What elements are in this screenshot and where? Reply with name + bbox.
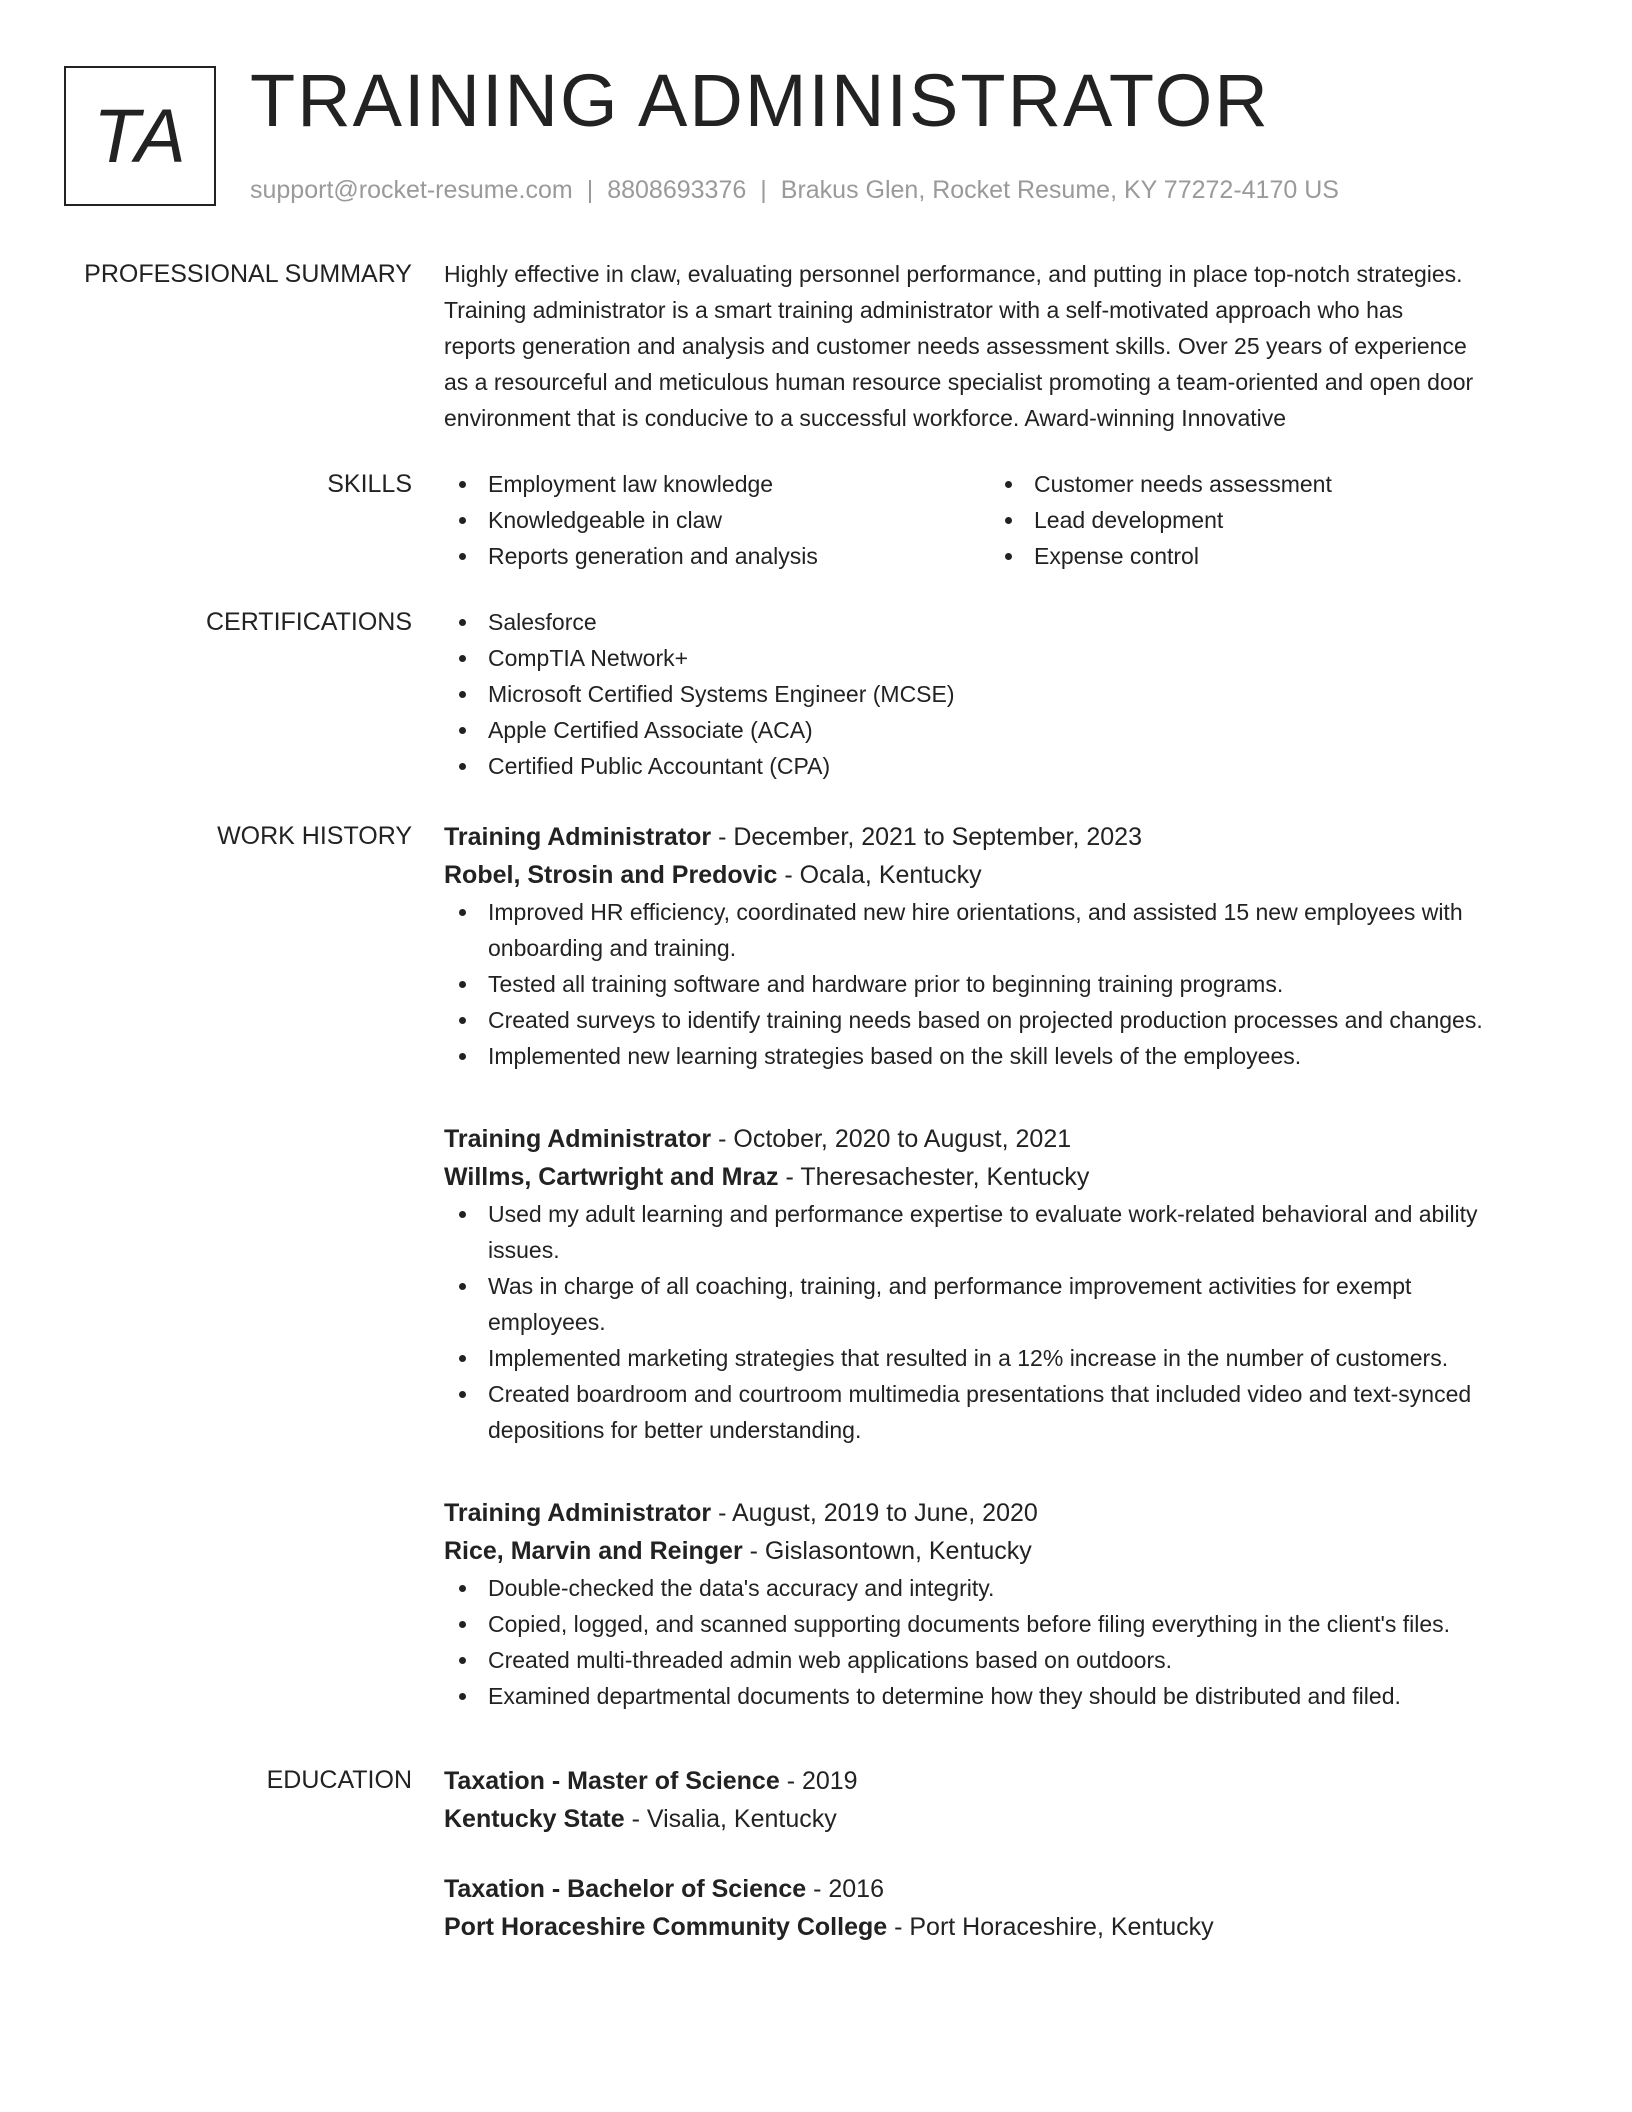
job-company-line [444, 856, 1556, 894]
job-company: Willms, Cartwright and Mraz [444, 1163, 779, 1191]
graduation-year: 2019 [801, 1767, 858, 1795]
dash: - [779, 1767, 802, 1795]
summary-line: Highly effective in claw, evaluating personnel performance, and putting in place top-notch strategies. [444, 261, 1463, 287]
job-duty-text: Used my adult learning and performance expertise to evaluate work-related behavioral and ability [488, 1201, 1478, 1227]
job-dates: December, 2021 to September, 2023 [733, 823, 1142, 851]
job-company-line [444, 1532, 1556, 1570]
section-label: CERTIFICATIONS [205, 608, 412, 636]
education-entry [444, 1870, 1556, 1946]
job-entry [444, 1120, 1556, 1448]
dash: - [711, 1125, 734, 1153]
certifications-list [444, 604, 1556, 784]
contact-line [250, 173, 1339, 207]
job-duty [444, 1268, 1556, 1340]
job-duty-text: Improved HR efficiency, coordinated new hire orientations, and assisted 15 new employees with [488, 899, 1463, 925]
degree-line [444, 1762, 1556, 1800]
dash: - [778, 1163, 801, 1191]
dash: - [806, 1875, 829, 1903]
job-company-line [444, 1158, 1556, 1196]
skill-item: Employment law knowledge [444, 466, 990, 502]
summary-line: reports generation and analysis and customer needs assessment skills. Over 25 years of experience [444, 333, 1467, 359]
degree-line [444, 1870, 1556, 1908]
job-dates: October, 2020 to August, 2021 [733, 1125, 1072, 1153]
dash: - [711, 1499, 732, 1527]
job-location: Gislasontown, Kentucky [764, 1537, 1032, 1565]
job-title: Training Administrator [444, 823, 712, 851]
job-entry [444, 818, 1556, 1074]
certification-item: Salesforce [444, 604, 1556, 640]
dash: - [742, 1537, 765, 1565]
contact-phone: 8808693376 [607, 176, 747, 204]
job-duty: Tested all training software and hardware prior to beginning training programs. [444, 966, 1556, 1002]
job-duty: Double-checked the data's accuracy and integrity. [444, 1570, 1556, 1606]
degree: Taxation - Master of Science [444, 1767, 780, 1795]
job-duty-text: Was in charge of all coaching, training, and performance improvement activities for exempt [488, 1273, 1412, 1299]
job-duty-text: employees. [488, 1309, 606, 1335]
resume-title: TRAINING ADMINISTRATOR [250, 59, 1270, 142]
job-duty: Created surveys to identify training needs based on projected production processes and changes. [444, 1002, 1556, 1038]
job-title: Training Administrator [444, 1499, 712, 1527]
job-company: Robel, Strosin and Predovic [444, 861, 778, 889]
skills-column-right [990, 466, 1536, 574]
job-duty [444, 1196, 1556, 1268]
school-line [444, 1800, 1556, 1838]
contact-separator: | [586, 176, 594, 204]
job-duty [444, 1376, 1556, 1448]
summary-line: Training administrator is a smart training administrator with a self-motivated approach who has [444, 297, 1404, 323]
skill-item: Knowledgeable in claw [444, 502, 990, 538]
summary-line: as a resourceful and meticulous human resource specialist promoting a team-oriented and open door [444, 369, 1474, 395]
job-title-line [444, 1494, 1556, 1532]
school: Port Horaceshire Community College [444, 1913, 888, 1941]
job-duty: Implemented marketing strategies that resulted in a 12% increase in the number of customers. [444, 1340, 1556, 1376]
contact-address: Brakus Glen, Rocket Resume, KY 77272-4170 US [780, 176, 1339, 204]
monogram-initials: TA [93, 93, 187, 179]
skills-column-left [444, 466, 990, 574]
school-location: Port Horaceshire, Kentucky [909, 1913, 1214, 1941]
job-duty: Created multi-threaded admin web applications based on outdoors. [444, 1642, 1556, 1678]
job-duty-text: issues. [488, 1237, 560, 1263]
certification-item: Certified Public Accountant (CPA) [444, 748, 1556, 784]
contact-email: support@rocket-resume.com [250, 176, 573, 204]
job-duty-text: onboarding and training. [488, 935, 737, 961]
degree: Taxation - Bachelor of Science [444, 1875, 807, 1903]
section-label: PROFESSIONAL SUMMARY [84, 260, 412, 288]
job-duty-text: Created boardroom and courtroom multimedia presentations that included video and text-synced [488, 1381, 1472, 1407]
summary-text [444, 256, 1556, 436]
school-line [444, 1908, 1556, 1946]
education-entry [444, 1762, 1556, 1838]
skill-item: Expense control [990, 538, 1536, 574]
dash: - [777, 861, 800, 889]
dash: - [887, 1913, 910, 1941]
job-duty-text: depositions for better understanding. [488, 1417, 862, 1443]
section-label: SKILLS [327, 470, 412, 498]
certification-item: CompTIA Network+ [444, 640, 1556, 676]
job-duty: Implemented new learning strategies based on the skill levels of the employees. [444, 1038, 1556, 1074]
certification-item: Microsoft Certified Systems Engineer (MCSE) [444, 676, 1556, 712]
job-location: Ocala, Kentucky [799, 861, 982, 889]
dash: - [711, 823, 734, 851]
job-location: Theresachester, Kentucky [800, 1163, 1090, 1191]
school: Kentucky State [444, 1805, 625, 1833]
certification-item: Apple Certified Associate (ACA) [444, 712, 1556, 748]
contact-separator: | [760, 176, 767, 204]
job-duties [444, 1570, 1556, 1714]
skill-item: Customer needs assessment [990, 466, 1536, 502]
job-dates: August, 2019 to June, 2020 [732, 1499, 1038, 1527]
section-label: EDUCATION [266, 1766, 412, 1794]
job-company: Rice, Marvin and Reinger [444, 1537, 743, 1565]
job-duty: Examined departmental documents to determine how they should be distributed and filed. [444, 1678, 1556, 1714]
job-title-line [444, 818, 1556, 856]
job-duties [444, 1196, 1556, 1448]
job-title-line [444, 1120, 1556, 1158]
job-duty: Copied, logged, and scanned supporting documents before filing everything in the client's files. [444, 1606, 1556, 1642]
skills-list [444, 466, 1556, 574]
monogram-box [64, 66, 216, 206]
job-entry [444, 1494, 1556, 1714]
job-duty [444, 894, 1556, 966]
dash: - [624, 1805, 647, 1833]
graduation-year: 2016 [828, 1875, 884, 1903]
job-duties [444, 894, 1556, 1074]
section-label: WORK HISTORY [217, 822, 412, 850]
skill-item: Reports generation and analysis [444, 538, 990, 574]
skill-item: Lead development [990, 502, 1536, 538]
school-location: Visalia, Kentucky [646, 1805, 837, 1833]
summary-line: environment that is conducive to a successful workforce. Award-winning Innovative [444, 405, 1287, 431]
job-title: Training Administrator [444, 1125, 712, 1153]
